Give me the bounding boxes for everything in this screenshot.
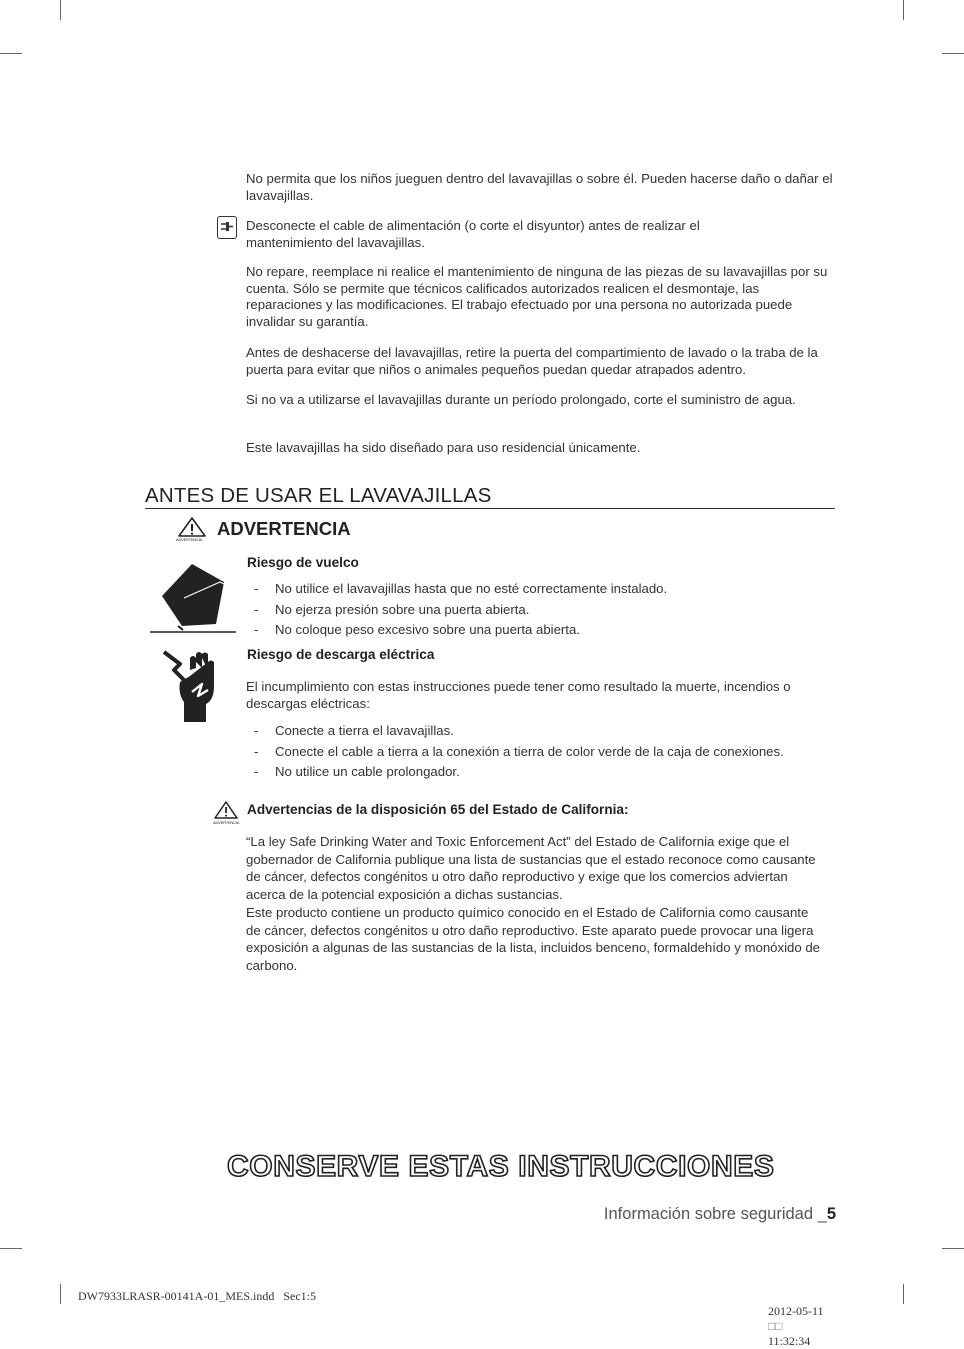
- page-footer: [604, 1205, 836, 1224]
- intro-paragraph: Desconecte el cable de alimentación (o corte el disyuntor) antes de realizar el mantenimiento del lavavajillas.: [246, 218, 700, 250]
- crop-mark: [0, 53, 22, 54]
- dishwasher-tip-icon: [150, 560, 238, 636]
- unplug-icon: [217, 216, 237, 239]
- warning-triangle-icon: [177, 516, 207, 546]
- california-title: Advertencias de la disposición 65 del Estado de California:: [247, 802, 629, 817]
- warning-icon-caption: ADVERTENCIA: [213, 820, 240, 825]
- crop-mark: [903, 0, 904, 20]
- list-item: - No ejerza presión sobre una puerta abierta.: [247, 600, 667, 621]
- page-number: 5: [826, 1205, 836, 1223]
- slug-filename: DW7933LRASR-00141A-01_MES.indd Sec1:5: [78, 1289, 316, 1303]
- section-title: ANTES DE USAR EL LAVAVAJILLAS: [145, 484, 492, 507]
- california-paragraph: “La ley Safe Drinking Water and Toxic Enforcement Act” del Estado de California exige que el gobernador de California publique una lista de sustancias que el estado reconoce como causante de cáncer, defectos congénitos u otro daño reproductivo y exige que los comercios adviertan acerca de la potencial exposición a dichas sustancias.: [246, 834, 816, 902]
- warning-icon-caption: ADVERTENCIA: [176, 537, 203, 542]
- intro-paragraph: No permita que los niños jueguen dentro del lavavajillas o sobre él. Pueden hacerse daño o dañar el lavavajillas.: [246, 171, 833, 203]
- list-item: - Conecte a tierra el lavavajillas.: [247, 721, 784, 742]
- list-item: - No utilice un cable prolongador.: [247, 762, 784, 783]
- tip-risk-title: Riesgo de vuelco: [247, 555, 359, 570]
- crop-mark: [942, 53, 964, 54]
- intro-paragraph: Antes de deshacerse del lavavajillas, retire la puerta del compartimiento de lavado o la traba de la puerta para evitar que niños o animales pequeños puedan quedar atrapados adentro.: [246, 345, 818, 377]
- warning-triangle-icon: [213, 800, 241, 830]
- intro-paragraph: No repare, reemplace ni realice el mantenimiento de ninguna de las piezas de su lavavajillas por su cuenta. Sólo se permite que técnicos calificados autorizados realicen el desmontaje, las reparaciones y las modificaciones. El trabajo efectuado por una persona no autorizada puede invalidar su garantía.: [246, 264, 828, 329]
- list-item: - No coloque peso excesivo sobre una puerta abierta.: [247, 620, 667, 641]
- slug-time: 11:32:34: [768, 1334, 811, 1348]
- crop-mark: [942, 1248, 964, 1249]
- conserve-title: CONSERVE ESTAS INSTRUCCIONES: [227, 1150, 775, 1183]
- intro-paragraph: Este lavavajillas ha sido diseñado para uso residencial únicamente.: [246, 440, 641, 455]
- crop-mark: [60, 0, 61, 20]
- tip-risk-list: [247, 579, 667, 641]
- section-divider: [145, 508, 835, 509]
- slug-mark: □□: [768, 1319, 783, 1333]
- intro-paragraph: Si no va a utilizarse el lavavajillas durante un período prolongado, corte el suministro de agua.: [246, 392, 796, 407]
- footer-section-label: Información sobre seguridad: [603, 1205, 814, 1223]
- electric-shock-hand-icon: [162, 650, 224, 730]
- list-item: - No utilice el lavavajillas hasta que no esté correctamente instalado.: [247, 579, 667, 600]
- shock-risk-intro: El incumplimiento con estas instrucciones puede tener como resultado la muerte, incendios o descargas eléctricas:: [246, 679, 791, 711]
- warning-title: ADVERTENCIA: [217, 518, 351, 539]
- california-paragraph: Este producto contiene un producto químico conocido en el Estado de California como causante de cáncer, defectos congénitos u otro daño reproductivo. Este aparato puede provocar una ligera exposición a algunas de las sustancias de la lista, incluidos benceno, formaldehído y monóxido de carbono.: [246, 905, 821, 973]
- slug-timestamp: [762, 1289, 824, 1349]
- shock-risk-title: Riesgo de descarga eléctrica: [247, 647, 435, 662]
- footer-separator: _: [813, 1205, 827, 1223]
- crop-mark: [60, 1284, 61, 1304]
- crop-mark: [0, 1248, 22, 1249]
- list-item: - Conecte el cable a tierra a la conexión a tierra de color verde de la caja de conexiones.: [247, 742, 784, 763]
- crop-mark: [903, 1284, 904, 1304]
- shock-risk-list: [247, 721, 784, 783]
- slug-date: 2012-05-11: [768, 1304, 824, 1318]
